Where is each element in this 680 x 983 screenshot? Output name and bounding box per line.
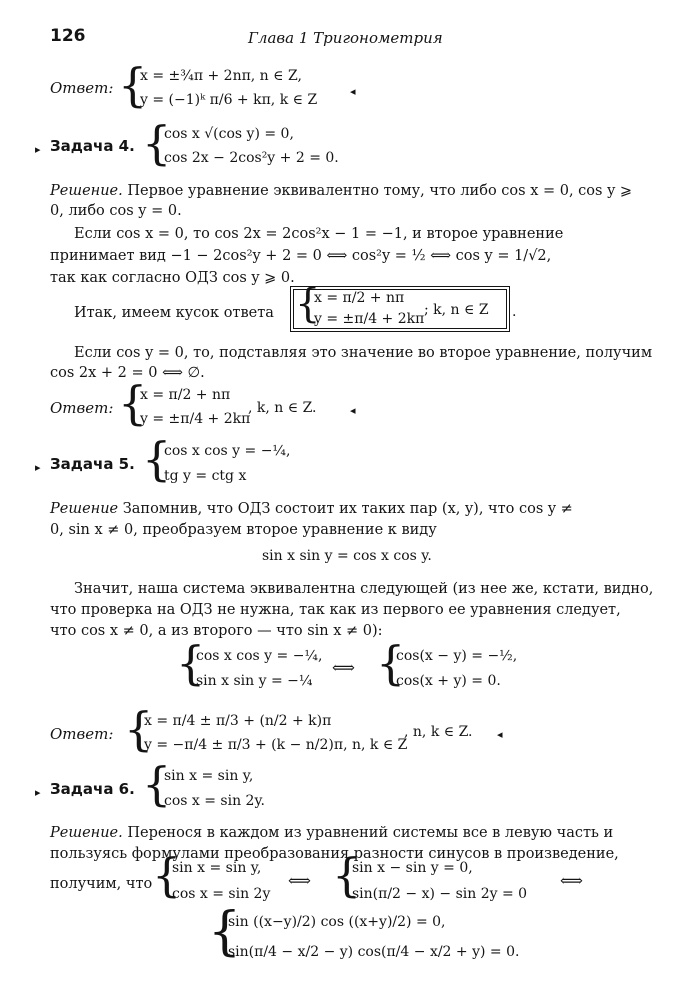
chapter-title: Глава 1 Тригонометрия: [248, 29, 443, 47]
text-line: получим, что: [50, 876, 153, 892]
answer-label: Ответ:: [50, 79, 114, 97]
task-marker: ▸: [35, 143, 41, 156]
equation: sin x sin y = cos x cos y.: [262, 548, 432, 564]
system-line: sin(π/4 − x/2 − y) cos(π/4 − x/2 + y) = 0.: [228, 944, 520, 960]
period: .: [512, 304, 517, 320]
text-line: что проверка на ОДЗ не нужна, так как из первого ее уравнения следует,: [50, 602, 621, 618]
brace: {: [208, 902, 242, 962]
solution-paragraph: [50, 181, 632, 201]
task-line: tg y = ctg x: [164, 468, 247, 484]
solution-paragraph: [50, 823, 613, 843]
iff-symbol: ⟺: [560, 871, 583, 890]
brace: {: [142, 432, 172, 486]
task-line: cos 2x − 2cos²y + 2 = 0.: [164, 150, 339, 166]
solution-paragraph: [50, 499, 573, 519]
brace: {: [124, 702, 154, 756]
task-line: cos x = sin 2y.: [164, 793, 265, 809]
task-marker: ▸: [35, 786, 41, 799]
solution-label: Решение: [50, 501, 119, 517]
brace: {: [176, 636, 206, 690]
brace: {: [118, 376, 148, 430]
text-line: 0, sin x ≠ 0, преобразуем второе уравнение к виду: [50, 522, 437, 538]
answer-tail: , n, k ∈ Z.: [404, 724, 473, 740]
end-marker: ◂: [497, 728, 503, 741]
end-marker: ◂: [350, 404, 356, 417]
answer-line: y = ±π/4 + 2kπ: [314, 311, 425, 327]
solution-label: Решение.: [50, 183, 123, 199]
text-line: cos 2x + 2 = 0 ⟺ ∅.: [50, 365, 205, 381]
task-marker: ▸: [35, 461, 41, 474]
answer-label: Ответ:: [50, 725, 114, 743]
text-line: 0, либо cos y = 0.: [50, 203, 182, 219]
text-line: Если cos x = 0, то cos 2x = 2cos²x − 1 = −1, и второе уравнение: [74, 226, 564, 242]
text-line: Первое уравнение эквивалентно тому, что либо cos x = 0, cos y ⩾: [127, 183, 633, 199]
system-line: sin x − sin y = 0,: [352, 860, 473, 876]
text-line: принимает вид −1 − 2cos²y + 2 = 0 ⟺ cos²y = ½ ⟺ cos y = 1/√2,: [50, 248, 552, 264]
task-label: Задача 4.: [50, 137, 135, 155]
system-line: cos x = sin 2y: [172, 886, 271, 902]
brace: {: [142, 116, 172, 170]
iff-symbol: ⟺: [288, 871, 311, 890]
answer-line: y = (−1)ᵏ π/6 + kπ, k ∈ Z: [140, 92, 318, 108]
system-line: cos x cos y = −¼,: [196, 648, 323, 664]
text-line: Запомнив, что ОДЗ состоит их таких пар (x, y), что cos y ≠: [122, 501, 573, 517]
answer-line: y = −π/4 ± π/3 + (k − n/2)π, n, k ∈ Z: [144, 737, 408, 753]
solution-label: Решение.: [50, 825, 123, 841]
iff-symbol: ⟺: [332, 658, 355, 677]
task-line: sin x = sin y,: [164, 768, 254, 784]
brace: {: [142, 757, 172, 811]
task-line: cos x √(cos y) = 0,: [164, 126, 294, 142]
answer-line: x = π/2 + nπ: [314, 290, 405, 306]
text-line: так как согласно ОДЗ cos y ⩾ 0.: [50, 270, 295, 286]
text-line: что cos x ≠ 0, а из второго — что sin x ≠ 0):: [50, 623, 383, 639]
text-line: Если cos y = 0, то, подставляя это значение во второе уравнение, получим: [74, 345, 653, 361]
text-line: Итак, имеем кусок ответа: [74, 305, 274, 321]
task-label: Задача 5.: [50, 455, 135, 473]
text-line: пользуясь формулами преобразования разности синусов в произведение,: [50, 846, 619, 862]
brace: {: [152, 848, 182, 902]
system-line: cos(x + y) = 0.: [396, 673, 501, 689]
task-label: Задача 6.: [50, 780, 135, 798]
brace: {: [332, 848, 362, 902]
brace: {: [118, 58, 148, 112]
answer-line: y = ±π/4 + 2kπ: [140, 411, 251, 427]
task-line: cos x cos y = −¼,: [164, 443, 291, 459]
brace: {: [295, 281, 321, 327]
system-line: sin x sin y = −¼: [196, 673, 313, 689]
system-line: sin x = sin y,: [172, 860, 262, 876]
answer-tail: ; k, n ∈ Z: [424, 302, 489, 318]
system-line: sin(π/2 − x) − sin 2y = 0: [352, 886, 528, 902]
end-marker: ◂: [350, 85, 356, 98]
system-line: sin ((x−y)/2) cos ((x+y)/2) = 0,: [228, 914, 446, 930]
answer-line: x = π/4 ± π/3 + (n/2 + k)π: [144, 713, 332, 729]
brace: {: [376, 636, 406, 690]
answer-line: x = ±¾π + 2nπ, n ∈ Z,: [140, 68, 302, 84]
answer-label: Ответ:: [50, 399, 114, 417]
system-line: cos(x − y) = −½,: [396, 648, 518, 664]
text-line: Перенося в каждом из уравнений системы все в левую часть и: [127, 825, 614, 841]
answer-line: x = π/2 + nπ: [140, 387, 231, 403]
page-number: 126: [50, 26, 86, 46]
answer-tail: , k, n ∈ Z.: [248, 400, 317, 416]
text-line: Значит, наша система эквивалентна следующей (из нее же, кстати, видно,: [74, 581, 654, 597]
